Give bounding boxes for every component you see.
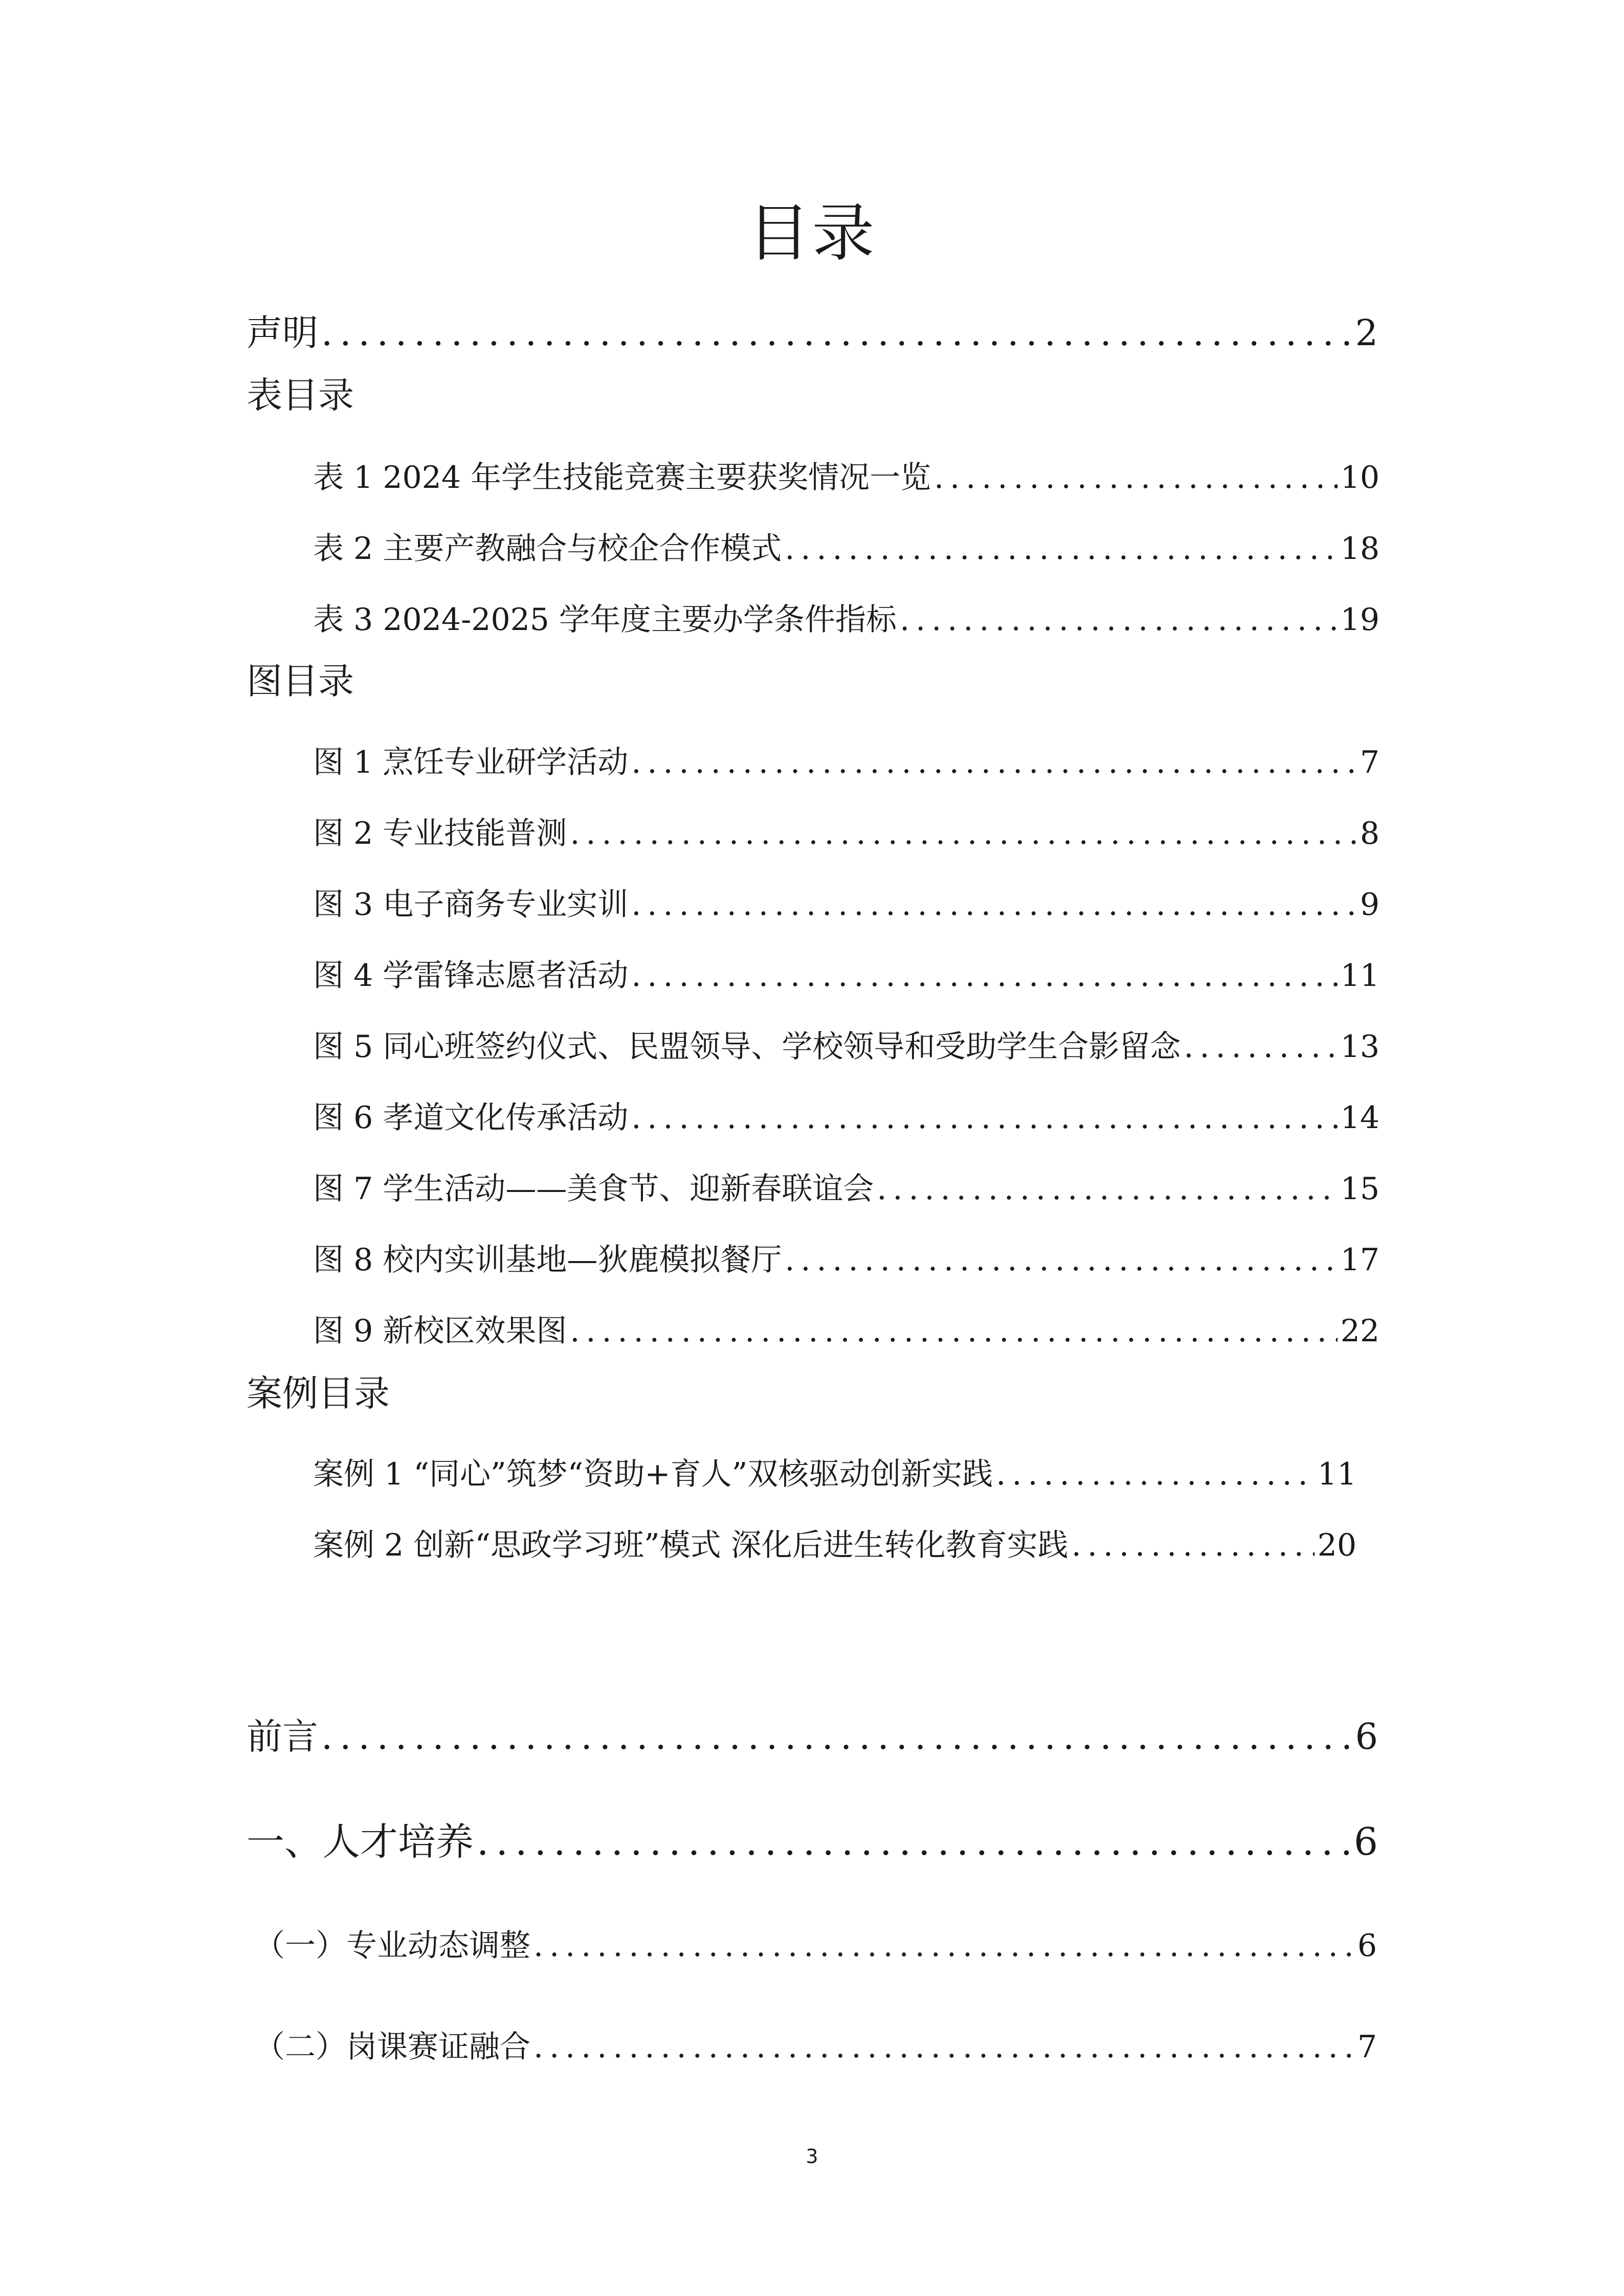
toc-page-number: 15	[1340, 1171, 1380, 1207]
toc-page-number: 11	[1317, 1456, 1356, 1492]
dot-leader	[570, 1313, 1337, 1349]
toc-page-number: 2	[1355, 312, 1378, 354]
dot-leader	[570, 816, 1356, 851]
dot-leader	[631, 887, 1356, 922]
dot-leader	[1072, 1527, 1315, 1563]
section-heading-tables: 表目录	[247, 374, 354, 416]
toc-entry-section-1[interactable]	[254, 1921, 1377, 1965]
toc-entry-table-1[interactable]	[313, 453, 1380, 497]
toc-label: 表 3 2024-2025 学年度主要办学条件指标	[313, 602, 897, 638]
toc-label: 案例 2 创新“思政学习班”模式 深化后进生转化教育实践	[313, 1527, 1069, 1563]
toc-label: 图 6 孝道文化传承活动	[313, 1100, 629, 1136]
dot-leader	[900, 602, 1338, 638]
toc-entry-table-3[interactable]	[313, 595, 1380, 639]
dot-leader	[1184, 1029, 1337, 1065]
toc-label: 图 5 同心班签约仪式、民盟领导、学校领导和受助学生合影留念	[313, 1029, 1181, 1065]
section-heading-figures: 图目录	[247, 660, 354, 702]
toc-label: （一）专业动态调整	[254, 1928, 530, 1964]
dot-leader	[785, 1242, 1337, 1278]
dot-leader	[631, 745, 1356, 780]
toc-label: 案例 1 “同心”筑梦“资助+育人”双核驱动创新实践	[313, 1456, 993, 1492]
toc-page-number: 9	[1360, 887, 1380, 922]
toc-page-number: 17	[1340, 1242, 1380, 1278]
toc-page-number: 6	[1355, 1716, 1378, 1758]
toc-label: 图 8 校内实训基地—狄鹿模拟餐厅	[313, 1242, 782, 1278]
toc-label: 图 9 新校区效果图	[313, 1313, 567, 1349]
toc-page-number: 11	[1340, 958, 1380, 994]
toc-entry-declaration[interactable]	[247, 304, 1378, 356]
toc-entry-figure-8[interactable]	[313, 1235, 1380, 1279]
toc-page-number: 6	[1357, 1928, 1377, 1964]
toc-page-number: 13	[1340, 1029, 1380, 1065]
toc-entry-preface[interactable]	[247, 1708, 1378, 1760]
page-title: 目录	[747, 197, 877, 269]
toc-label: 一、人才培养	[247, 1820, 474, 1864]
dot-leader	[321, 1716, 1352, 1758]
dot-leader	[477, 1820, 1351, 1864]
toc-entry-table-2[interactable]	[313, 524, 1380, 568]
toc-entry-chapter-1[interactable]	[247, 1812, 1378, 1866]
dot-leader	[996, 1456, 1314, 1492]
toc-entry-figure-2[interactable]	[313, 809, 1380, 853]
toc-page-number: 22	[1340, 1313, 1380, 1349]
page-number: 3	[806, 2145, 818, 2168]
dot-leader	[533, 1928, 1354, 1964]
toc-entry-figure-1[interactable]	[313, 738, 1380, 782]
toc-label: （二）岗课赛证融合	[254, 2029, 530, 2065]
toc-page-number: 14	[1340, 1100, 1380, 1136]
toc-label: 前言	[247, 1716, 318, 1758]
toc-entry-figure-6[interactable]	[313, 1093, 1380, 1137]
toc-entry-figure-7[interactable]	[313, 1164, 1380, 1208]
toc-label: 表 2 主要产教融合与校企合作模式	[313, 531, 782, 567]
dot-leader	[877, 1171, 1337, 1207]
toc-entry-figure-3[interactable]	[313, 880, 1380, 924]
dot-leader	[321, 312, 1352, 354]
toc-label: 图 2 专业技能普测	[313, 816, 567, 851]
toc-entry-figure-4[interactable]	[313, 951, 1380, 995]
toc-entry-section-2[interactable]	[254, 2022, 1377, 2066]
toc-page-number: 19	[1340, 602, 1380, 638]
toc-page-number: 7	[1357, 2029, 1377, 2065]
toc-entry-figure-5[interactable]	[313, 1022, 1380, 1066]
toc-page-number: 7	[1360, 745, 1380, 780]
toc-page-number: 6	[1353, 1820, 1378, 1864]
dot-leader	[631, 1100, 1337, 1136]
dot-leader	[631, 958, 1337, 994]
dot-leader	[533, 2029, 1354, 2065]
dot-leader	[785, 531, 1337, 567]
toc-entry-case-1[interactable]	[313, 1450, 1356, 1494]
toc-page-number: 20	[1317, 1527, 1356, 1563]
toc-label: 表 1 2024 年学生技能竞赛主要获奖情况一览	[313, 460, 931, 496]
toc-label: 图 1 烹饪专业研学活动	[313, 745, 629, 780]
toc-label: 声明	[247, 312, 318, 354]
section-heading-cases: 案例目录	[247, 1372, 390, 1414]
dot-leader	[934, 460, 1338, 496]
toc-label: 图 3 电子商务专业实训	[313, 887, 629, 922]
toc-page-number: 10	[1340, 460, 1380, 496]
toc-label: 图 4 学雷锋志愿者活动	[313, 958, 629, 994]
toc-entry-case-2[interactable]	[313, 1521, 1356, 1565]
toc-entry-figure-9[interactable]	[313, 1307, 1380, 1350]
toc-page-number: 8	[1360, 816, 1380, 851]
toc-label: 图 7 学生活动——美食节、迎新春联谊会	[313, 1171, 874, 1207]
toc-page-number: 18	[1340, 531, 1380, 567]
